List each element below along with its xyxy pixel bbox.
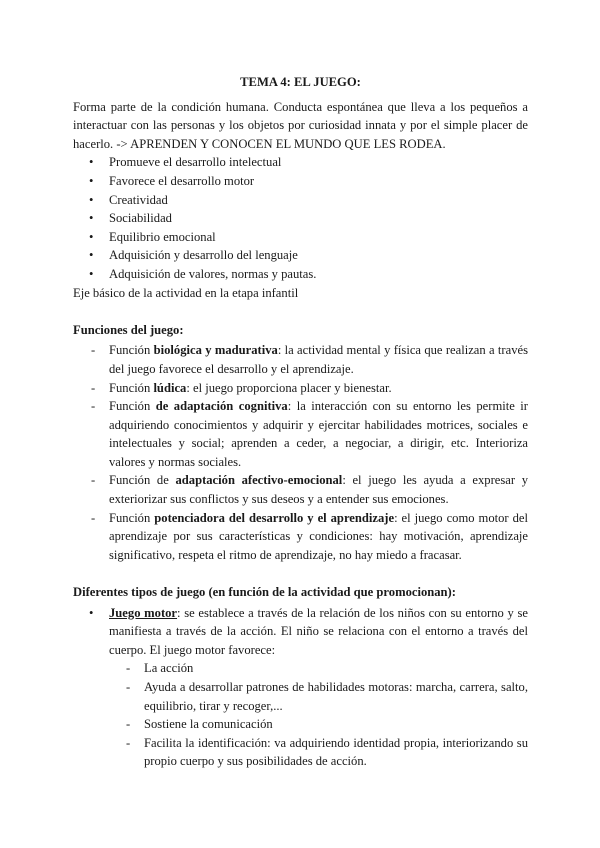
function-description: : el juego les ayuda a expresar y exteriorizar sus conflictos y sus deseos y a entender sus emociones. xyxy=(109,473,528,507)
list-item: • Favorece el desarrollo motor xyxy=(73,172,528,191)
list-item: • Sociabilidad xyxy=(73,209,528,228)
function-prefix: Función xyxy=(109,510,155,525)
list-item: • Adquisición de valores, normas y pautas. xyxy=(73,265,528,284)
list-item: • Creatividad xyxy=(73,191,528,210)
function-item xyxy=(73,471,528,508)
functions-heading: Funciones del juego: xyxy=(73,322,184,337)
function-name: biológica y madurativa xyxy=(153,343,278,358)
function-item xyxy=(73,397,528,471)
type-label: Juego motor xyxy=(109,605,178,620)
function-item xyxy=(73,509,528,565)
function-item xyxy=(73,341,528,378)
page-title: TEMA 4: EL JUEGO: xyxy=(240,75,361,89)
list-item: • Adquisición y desarrollo del lenguaje xyxy=(73,246,528,265)
function-prefix: Función xyxy=(109,399,156,414)
function-prefix: Función xyxy=(109,380,154,395)
type-item-motor xyxy=(73,604,528,771)
functions-list xyxy=(73,341,528,564)
document-content xyxy=(73,73,528,771)
function-prefix: Función de xyxy=(109,473,176,488)
function-description: : el juego proporciona placer y bienestar. xyxy=(186,380,392,395)
type-description: : se establece a través de la relación de los niños con su entorno y se manifiesta a través de la acción. El niño se relaciona con el entorno a través del cuerpo. El juego motor favorece: xyxy=(109,605,528,657)
types-list xyxy=(73,604,528,771)
function-name: potenciadora del desarrollo y el aprendizaje xyxy=(154,510,395,525)
function-prefix: Función xyxy=(109,343,154,358)
sublist-item: - Facilita la identificación: va adquiriendo identidad propia, interiorizando su propio cuerpo y sus posibilidades de acción. xyxy=(126,734,528,771)
axis-note: Eje básico de la actividad en la etapa infantil xyxy=(73,285,299,300)
function-description: : la actividad mental y física que realizan a través del juego favorece el desarrollo y el aprendizaje. xyxy=(109,343,528,376)
motor-sublist xyxy=(126,659,528,771)
function-description: : el juego como motor del aprendizaje por sus características y condiciones: hay motivación, aprendizaje significativo, respeta el ritmo de aprendizaje, no hay miedo a fracasar. xyxy=(109,510,528,562)
function-description: : la interacción con su entorno les permite ir adquiriendo conocimientos y adquirir y ejercitar habilidades motrices, sociales e intelectuales y social; aprenden a ceder, a negociar, a dirigir, etc. Interioriza valores y normas sociales. xyxy=(109,399,528,469)
list-item: • Equilibrio emocional xyxy=(73,228,528,247)
sublist-item: - Sostiene la comunicación xyxy=(126,715,528,734)
function-item xyxy=(73,379,528,398)
benefits-list xyxy=(73,153,528,283)
list-item: • Promueve el desarrollo intelectual xyxy=(73,153,528,172)
function-name: lúdica xyxy=(153,380,187,395)
types-heading: Diferentes tipos de juego (en función de la actividad que promocionan): xyxy=(73,585,456,600)
sublist-item: - La acción xyxy=(126,659,528,678)
function-name: adaptación afectivo-emocional xyxy=(175,473,343,488)
sublist-item: - Ayuda a desarrollar patrones de habilidades motoras: marcha, carrera, salto, equilibrio, tirar y recoger,... xyxy=(126,678,528,715)
motor-sublist-wrap xyxy=(109,659,528,771)
function-name: de adaptación cognitiva xyxy=(155,399,288,414)
intro-paragraph: Forma parte de la condición humana. Conducta espontánea que lleva a los pequeños a interactuar con las personas y los objetos por curiosidad innata y por el simple placer de hacerlo. -> APRENDEN Y CONOCEN EL MUNDO QUE LES RODEA. xyxy=(73,99,528,151)
